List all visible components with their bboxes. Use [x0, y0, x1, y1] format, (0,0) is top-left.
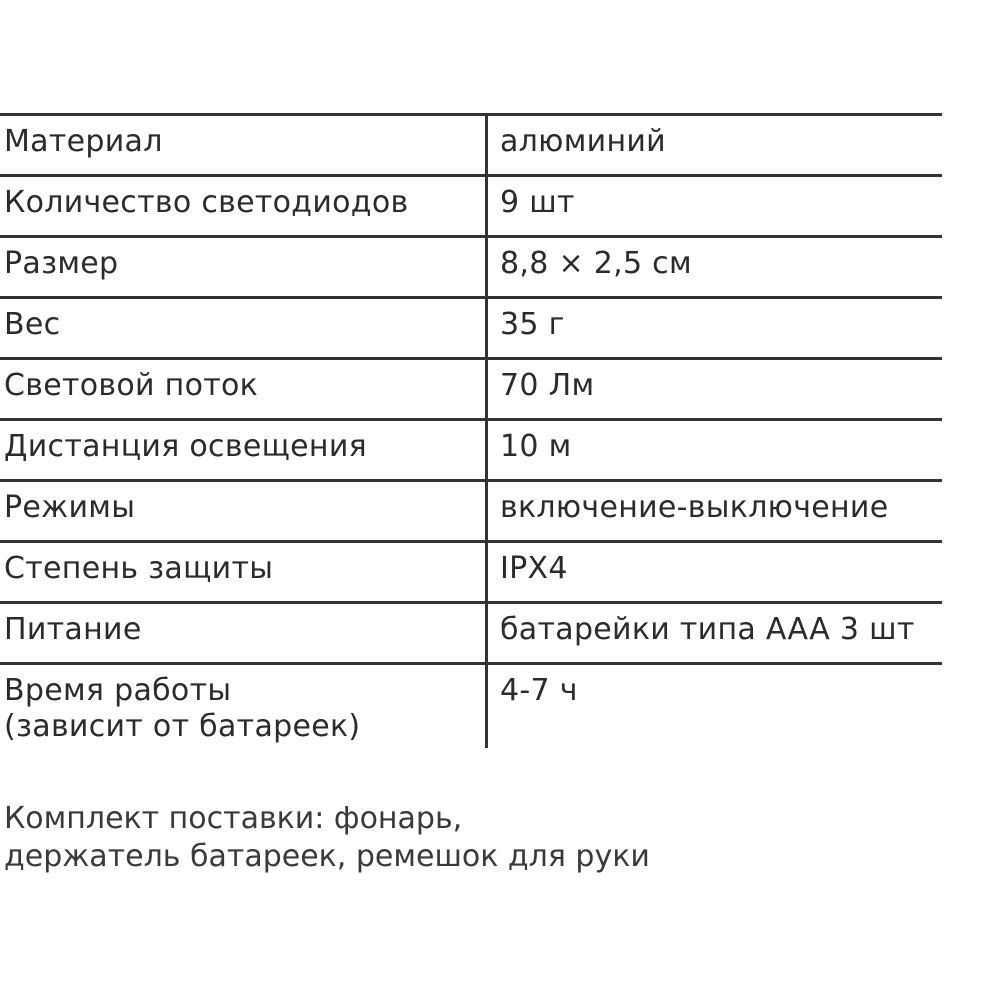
- spec-row-material: [0, 113, 942, 174]
- spec-table: [0, 113, 942, 754]
- column-divider: [485, 113, 488, 748]
- spec-value: батарейки типа AAA 3 шт: [500, 612, 915, 647]
- spec-label: Время работы (зависит от батареек): [4, 673, 361, 744]
- spec-value: 4-7 ч: [500, 673, 578, 708]
- spec-value: 9 шт: [500, 185, 575, 220]
- spec-value: 8,8 × 2,5 см: [500, 246, 692, 281]
- spec-value: алюминий: [500, 124, 666, 159]
- spec-value: IPX4: [500, 551, 568, 586]
- spec-row-beam-distance: [0, 418, 942, 479]
- spec-label: Питание: [4, 612, 142, 647]
- spec-label: Количество светодиодов: [4, 185, 409, 220]
- spec-label: Степень защиты: [4, 551, 274, 586]
- spec-label: Вес: [4, 307, 61, 342]
- spec-row-power: [0, 601, 942, 662]
- spec-label: Световой поток: [4, 368, 259, 403]
- spec-label: Материал: [4, 124, 163, 159]
- spec-row-runtime: [0, 662, 942, 754]
- package-contents-note: [4, 800, 650, 876]
- spec-label: Размер: [4, 246, 119, 281]
- package-contents-line: Комплект поставки: фонарь,: [4, 801, 463, 836]
- package-contents-line: держатель батареек, ремешок для руки: [4, 839, 650, 874]
- spec-row-protection: [0, 540, 942, 601]
- spec-label: Режимы: [4, 490, 136, 525]
- spec-row-size: [0, 235, 942, 296]
- spec-row-modes: [0, 479, 942, 540]
- spec-row-luminous-flux: [0, 357, 942, 418]
- spec-value: 35 г: [500, 307, 565, 342]
- spec-label: Дистанция освещения: [4, 429, 367, 464]
- spec-value: 70 Лм: [500, 368, 595, 403]
- spec-value: 10 м: [500, 429, 572, 464]
- spec-row-led-count: [0, 174, 942, 235]
- spec-row-weight: [0, 296, 942, 357]
- spec-value: включение-выключение: [500, 490, 889, 525]
